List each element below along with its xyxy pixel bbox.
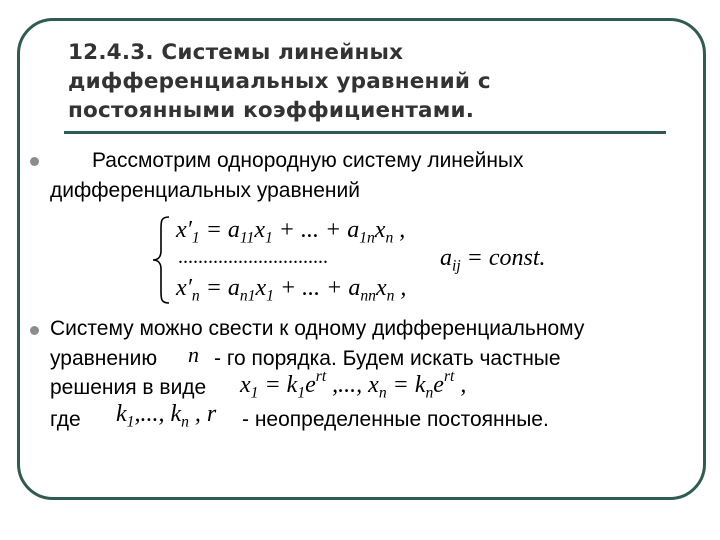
bullet-icon: [30, 326, 39, 335]
left-brace-icon: [150, 215, 172, 305]
coefficient-condition: $a_{ij}$ = const.: [440, 245, 546, 275]
equation-row-1: $x'_1 = a_{11}x_1$ + ... + $a_{1n}x_n$ ,: [176, 217, 406, 247]
bullet1-line2: дифференциальных уравнений: [50, 179, 360, 202]
bullet2-line4-text-a: где: [50, 408, 81, 431]
equation-dots: ..............................: [178, 246, 328, 268]
slide-title: 12.4.3. Системы линейных дифференциальных уравнений с постоянными коэффициентами.: [68, 40, 491, 123]
equation-row-3: $x'_n = a_{n1}x_1$ + ... + $a_{nn}x_n$ ,: [176, 275, 407, 305]
bullet2-line4-text-b: - неопределенные постоянные.: [242, 408, 549, 431]
order-variable-n: n: [188, 342, 199, 367]
title-divider: [64, 131, 666, 134]
bullet2-line3-text: решения в виде: [50, 376, 207, 399]
bullet2-line2-text-a: уравнению: [50, 347, 158, 370]
bullet2-line1: Систему можно свести к одному дифференциальному: [50, 317, 585, 340]
particular-solution-formula: $x_1 = k_1e^{rt}$ ,..., $x_n = k_ne^{rt}$ ,: [240, 368, 467, 402]
unknown-constants: $k_1$,..., $k_n$ , r: [116, 401, 217, 431]
bullet1-line1: Рассмотрим однородную систему линейных: [92, 149, 524, 172]
bullet2-line2-text-b: - го порядка. Будем искать частные: [214, 347, 561, 370]
bullet-icon: [30, 157, 39, 166]
